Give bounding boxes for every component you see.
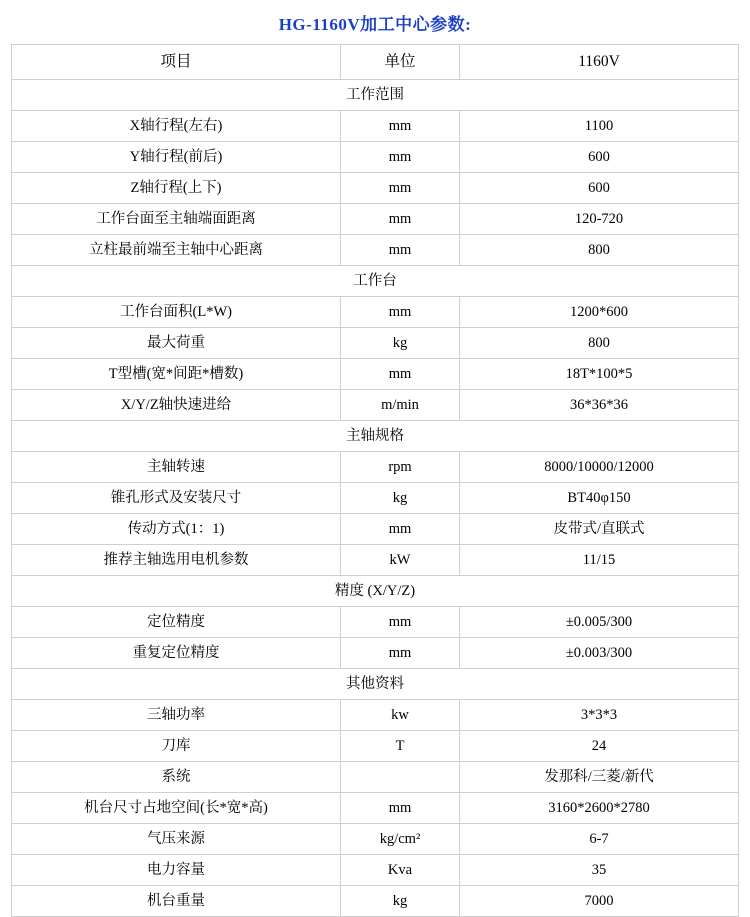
table-row [12, 855, 739, 886]
cell-unit: mm [341, 297, 460, 328]
cell-value: 120-720 [460, 204, 739, 235]
table-header-unit: 单位 [341, 45, 460, 80]
cell-item: Z轴行程(上下) [12, 173, 341, 204]
cell-value: BT40φ150 [460, 483, 739, 514]
section-row [12, 266, 739, 297]
table-row [12, 793, 739, 824]
cell-unit: kg [341, 886, 460, 917]
cell-value: ±0.003/300 [460, 638, 739, 669]
cell-value: 3160*2600*2780 [460, 793, 739, 824]
cell-unit: kw [341, 700, 460, 731]
cell-item: 刀库 [12, 731, 341, 762]
cell-item: 最大荷重 [12, 328, 341, 359]
table-row [12, 700, 739, 731]
cell-unit: Kva [341, 855, 460, 886]
cell-unit: mm [341, 111, 460, 142]
cell-item: 机台尺寸占地空间(长*宽*高) [12, 793, 341, 824]
table-row [12, 328, 739, 359]
cell-unit: mm [341, 514, 460, 545]
cell-unit: T [341, 731, 460, 762]
cell-value: 11/15 [460, 545, 739, 576]
cell-item: T型槽(宽*间距*槽数) [12, 359, 341, 390]
section-label: 工作范围 [12, 80, 739, 111]
table-row [12, 452, 739, 483]
table-row [12, 762, 739, 793]
table-row [12, 607, 739, 638]
section-row [12, 576, 739, 607]
cell-item: 三轴功率 [12, 700, 341, 731]
cell-unit [341, 762, 460, 793]
section-row [12, 421, 739, 452]
table-row [12, 359, 739, 390]
cell-unit: mm [341, 793, 460, 824]
cell-value: 1100 [460, 111, 739, 142]
cell-unit: m/min [341, 390, 460, 421]
cell-value: 18T*100*5 [460, 359, 739, 390]
section-row [12, 669, 739, 700]
cell-item: 定位精度 [12, 607, 341, 638]
table-header-item: 项目 [12, 45, 341, 80]
cell-item: 主轴转速 [12, 452, 341, 483]
cell-value: 600 [460, 173, 739, 204]
table-row [12, 514, 739, 545]
cell-item: 机台重量 [12, 886, 341, 917]
table-row [12, 886, 739, 917]
cell-value: 600 [460, 142, 739, 173]
table-header-value: 1160V [460, 45, 739, 80]
table-row [12, 173, 739, 204]
cell-item: 重复定位精度 [12, 638, 341, 669]
specifications-table [11, 44, 739, 917]
page-title: HG-1160V加工中心参数: [278, 15, 472, 34]
table-row [12, 731, 739, 762]
cell-value: 800 [460, 235, 739, 266]
cell-item: Y轴行程(前后) [12, 142, 341, 173]
cell-item: 气压来源 [12, 824, 341, 855]
cell-item: 传动方式(1：1) [12, 514, 341, 545]
cell-value: 1200*600 [460, 297, 739, 328]
cell-item: 推荐主轴选用电机参数 [12, 545, 341, 576]
cell-item: X轴行程(左右) [12, 111, 341, 142]
cell-unit: mm [341, 235, 460, 266]
table-row [12, 297, 739, 328]
cell-unit: mm [341, 142, 460, 173]
section-label: 工作台 [12, 266, 739, 297]
cell-value: 35 [460, 855, 739, 886]
cell-item: 锥孔形式及安装尺寸 [12, 483, 341, 514]
cell-unit: kg [341, 483, 460, 514]
table-row [12, 142, 739, 173]
cell-value: 皮带式/直联式 [460, 514, 739, 545]
cell-item: 系统 [12, 762, 341, 793]
cell-item: 电力容量 [12, 855, 341, 886]
cell-value: 7000 [460, 886, 739, 917]
section-label: 主轴规格 [12, 421, 739, 452]
cell-value: 6-7 [460, 824, 739, 855]
cell-item: 工作台面积(L*W) [12, 297, 341, 328]
cell-value: 3*3*3 [460, 700, 739, 731]
cell-unit: rpm [341, 452, 460, 483]
cell-item: X/Y/Z轴快速进给 [12, 390, 341, 421]
cell-unit: kg/cm² [341, 824, 460, 855]
table-row [12, 111, 739, 142]
cell-unit: mm [341, 359, 460, 390]
cell-unit: mm [341, 638, 460, 669]
cell-item: 工作台面至主轴端面距离 [12, 204, 341, 235]
cell-value: 24 [460, 731, 739, 762]
cell-value: 发那科/三菱/新代 [460, 762, 739, 793]
table-body [12, 45, 739, 917]
table-header-row [12, 45, 739, 80]
cell-unit: mm [341, 204, 460, 235]
table-row [12, 390, 739, 421]
cell-unit: kg [341, 328, 460, 359]
table-row [12, 545, 739, 576]
section-label: 其他资料 [12, 669, 739, 700]
table-row [12, 638, 739, 669]
cell-value: 800 [460, 328, 739, 359]
table-row [12, 483, 739, 514]
section-row [12, 80, 739, 111]
cell-value: 8000/10000/12000 [460, 452, 739, 483]
cell-unit: kW [341, 545, 460, 576]
cell-value: ±0.005/300 [460, 607, 739, 638]
section-label: 精度 (X/Y/Z) [12, 576, 739, 607]
table-row [12, 204, 739, 235]
cell-unit: mm [341, 607, 460, 638]
cell-unit: mm [341, 173, 460, 204]
cell-item: 立柱最前端至主轴中心距离 [12, 235, 341, 266]
cell-value: 36*36*36 [460, 390, 739, 421]
table-row [12, 824, 739, 855]
table-row [12, 235, 739, 266]
